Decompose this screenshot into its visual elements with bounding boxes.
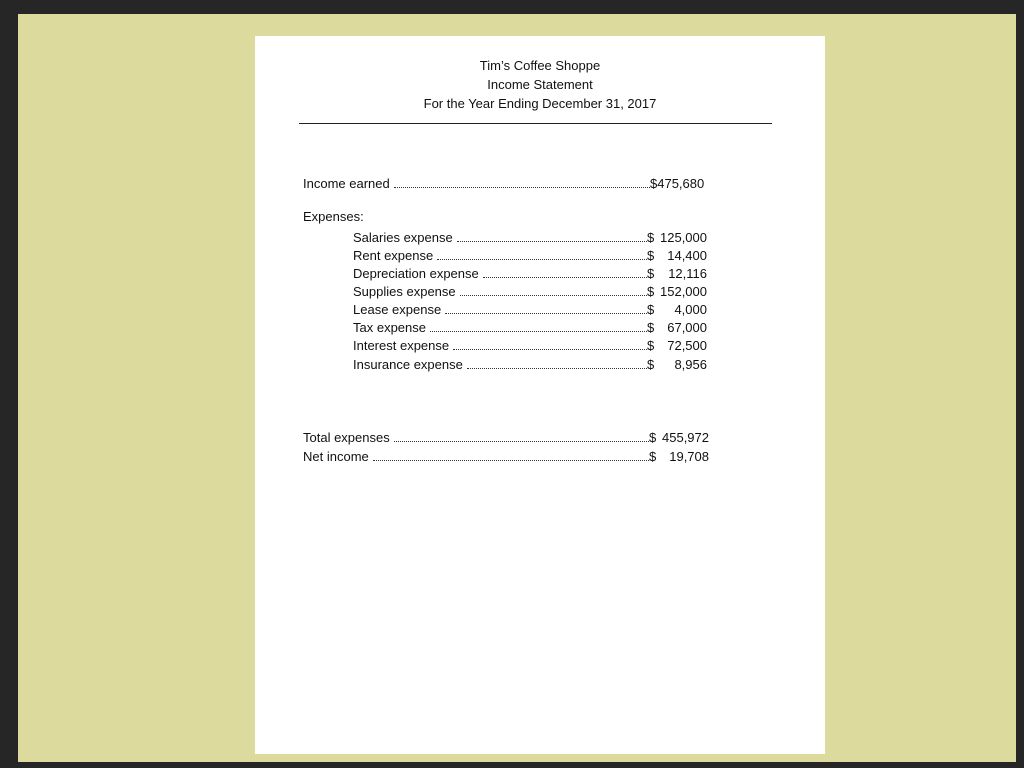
row-label: Insurance expense	[353, 357, 463, 372]
currency-symbol: $	[647, 302, 655, 317]
row-value	[650, 175, 708, 192]
expense-row	[353, 299, 707, 316]
row-amount: 12,116	[668, 266, 707, 281]
dot-leader	[460, 281, 647, 296]
currency-symbol: $	[649, 449, 657, 464]
expense-row	[353, 317, 707, 334]
row-amount: 72,500	[667, 338, 707, 353]
row-label: Tax expense	[353, 320, 426, 335]
expense-row	[353, 245, 707, 262]
expense-row	[353, 354, 707, 371]
header-divider	[299, 123, 772, 124]
expense-row	[353, 263, 707, 280]
expense-row	[353, 227, 707, 244]
row-value	[647, 265, 707, 282]
row-value	[647, 319, 707, 336]
row-value	[647, 356, 707, 373]
row-amount: 152,000	[660, 284, 707, 299]
expense-row	[353, 281, 707, 298]
statement-header	[255, 56, 825, 113]
row-amount: 475,680	[657, 176, 705, 191]
row-amount: 8,956	[674, 357, 707, 372]
row-label: Net income	[303, 449, 369, 464]
currency-symbol: $	[647, 230, 655, 245]
dot-leader	[430, 317, 647, 332]
expenses-heading: Expenses:	[303, 209, 364, 224]
currency-symbol: $	[649, 430, 657, 445]
expense-row	[353, 335, 707, 352]
row-amount: 14,400	[667, 248, 707, 263]
dot-leader	[483, 263, 647, 278]
row-amount: 19,708	[669, 449, 709, 464]
currency-symbol: $	[647, 284, 655, 299]
currency-symbol: $	[647, 248, 655, 263]
document-page	[255, 36, 825, 754]
statement-period: For the Year Ending December 31, 2017	[423, 96, 657, 111]
total-expenses-row	[303, 427, 709, 444]
row-amount: 125,000	[660, 230, 707, 245]
row-value	[647, 301, 707, 318]
currency-symbol: $	[650, 176, 658, 191]
dot-leader	[394, 427, 649, 442]
net-income-row	[303, 446, 709, 463]
dot-leader	[437, 245, 647, 260]
dot-leader	[373, 446, 649, 461]
row-value	[647, 337, 707, 354]
dot-leader	[394, 173, 650, 188]
row-label: Salaries expense	[353, 230, 453, 245]
statement-title: Income Statement	[487, 77, 593, 92]
company-name: Tim’s Coffee Shoppe	[479, 58, 601, 73]
income-earned-row	[303, 173, 708, 190]
row-value	[647, 229, 707, 246]
row-label: Supplies expense	[353, 284, 456, 299]
row-label: Rent expense	[353, 248, 434, 263]
row-label: Depreciation expense	[353, 266, 479, 281]
dot-leader	[457, 227, 647, 242]
row-value	[647, 247, 707, 264]
dot-leader	[445, 299, 647, 314]
row-amount: 455,972	[662, 430, 709, 445]
dot-leader	[453, 335, 647, 350]
document-canvas	[18, 14, 1016, 762]
row-value	[649, 429, 709, 446]
currency-symbol: $	[647, 357, 655, 372]
currency-symbol: $	[647, 338, 655, 353]
row-amount: 67,000	[667, 320, 707, 335]
row-label: Income earned	[303, 176, 390, 191]
currency-symbol: $	[647, 320, 655, 335]
row-label: Lease expense	[353, 302, 442, 317]
row-value	[647, 283, 707, 300]
dot-leader	[467, 354, 647, 369]
row-label: Total expenses	[303, 430, 390, 445]
row-value	[649, 448, 709, 465]
row-label: Interest expense	[353, 338, 450, 353]
row-amount: 4,000	[674, 302, 707, 317]
currency-symbol: $	[647, 266, 655, 281]
